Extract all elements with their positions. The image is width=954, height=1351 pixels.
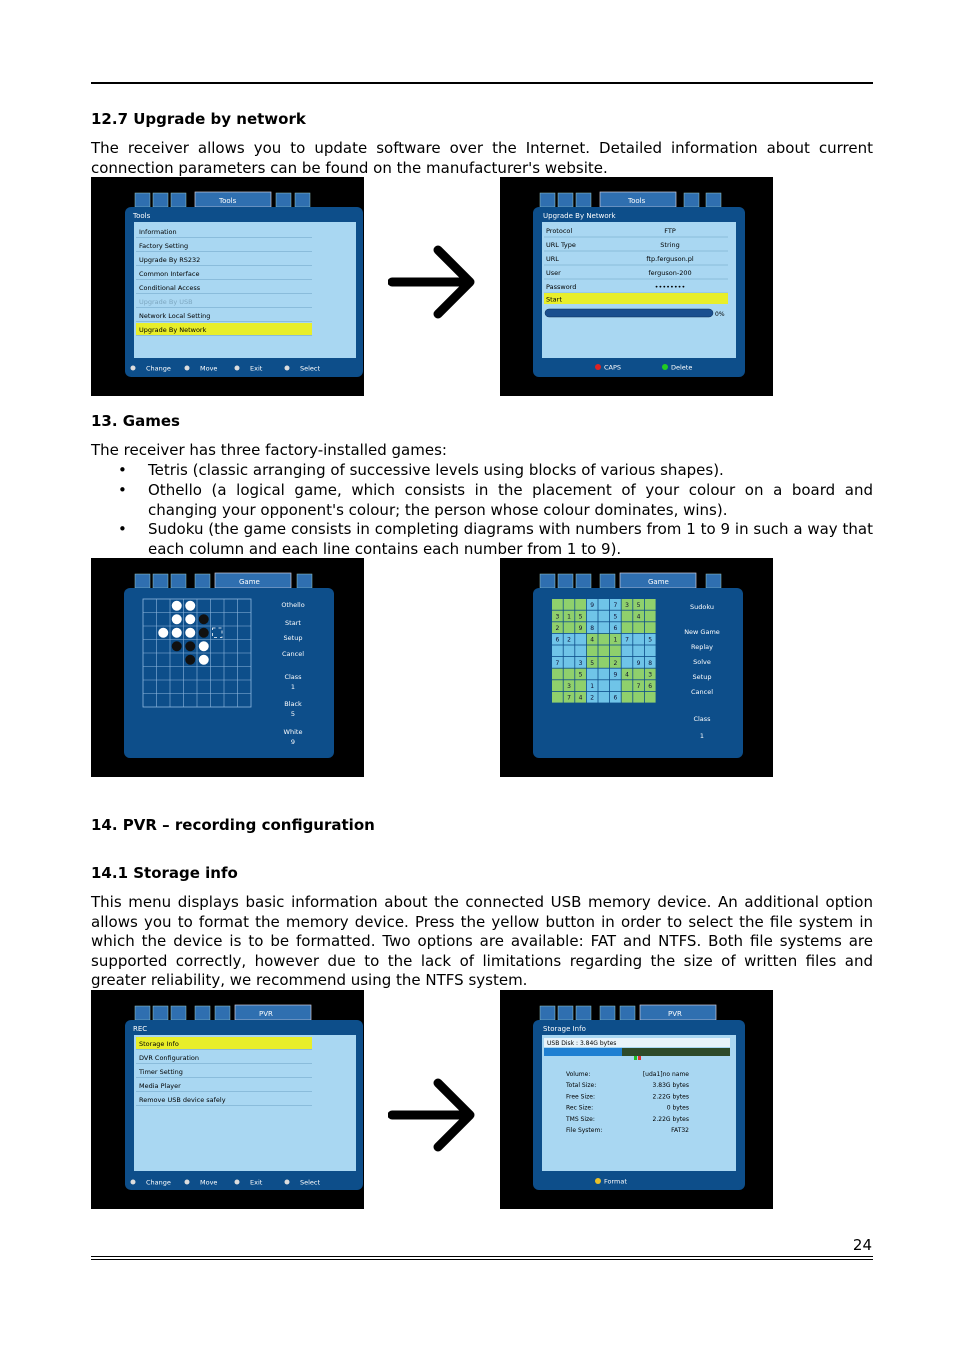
- menu-item[interactable]: Network Local Setting: [139, 312, 211, 320]
- game-menu-item[interactable]: 1: [699, 732, 705, 740]
- sudoku-number: 1: [590, 683, 595, 690]
- othello-disc: [172, 601, 182, 611]
- sudoku-cell[interactable]: [598, 645, 609, 656]
- sudoku-cell[interactable]: [622, 645, 633, 656]
- bullet-tetris: • Tetris (classic arranging of successive levels using blocks of various shapes).: [148, 461, 873, 481]
- setting-value[interactable]: FTP: [664, 227, 676, 235]
- sudoku-cell[interactable]: [564, 622, 575, 633]
- menu-item[interactable]: Information: [139, 228, 177, 236]
- upgrade-network-screenshot: [500, 177, 773, 396]
- sudoku-number: 7: [555, 659, 560, 667]
- othello-disc: [172, 614, 182, 624]
- setting-label: URL Type: [546, 241, 576, 249]
- sudoku-cell[interactable]: [622, 657, 633, 668]
- othello-disc: [199, 641, 209, 651]
- sudoku-number: 6: [613, 694, 618, 702]
- game-menu-item[interactable]: Setup: [283, 634, 303, 642]
- storage-label: File System:: [566, 1127, 603, 1134]
- sudoku-screenshot: [500, 558, 773, 777]
- game-menu-item[interactable]: Cancel: [690, 688, 714, 696]
- storage-value: FAT32: [671, 1127, 689, 1134]
- tab-label: PVR: [668, 1010, 682, 1018]
- tab-label: Tools: [628, 197, 646, 205]
- sudoku-cell[interactable]: [552, 692, 563, 703]
- usb-disk-label: USB Disk : 3.84G bytes: [547, 1040, 617, 1047]
- section-14-1-body: This menu displays basic information about the connected USB memory device. An additional option allows you to format the memory device. Press the yellow button in order to select the file system in which the device is to be formatted. Two options are available: FAT and NTFS. Both file systems are supported correctly, however due to the lack of limitations regarding the size of written files and greater reliability, we recommend using the NTFS system.: [91, 893, 873, 990]
- sudoku-number: 4: [590, 636, 595, 644]
- sudoku-cell[interactable]: [645, 611, 656, 622]
- game-menu-item[interactable]: Setup: [692, 673, 712, 681]
- game-menu-item[interactable]: Othello: [281, 601, 305, 609]
- menu-item[interactable]: Storage Info: [139, 1040, 179, 1048]
- sudoku-number: 3: [625, 601, 629, 609]
- sudoku-cell[interactable]: [564, 657, 575, 668]
- tab-label: Tools: [219, 197, 237, 205]
- setting-value[interactable]: String: [660, 241, 680, 249]
- menu-item[interactable]: Upgrade By Network: [139, 326, 207, 334]
- othello-disc: [185, 614, 195, 624]
- section-12-7-body: The receiver allows you to update software over the Internet. Detailed information about current connection parameters can be found on the manufacturer's website.: [91, 139, 873, 177]
- menu-item[interactable]: DVR Configuration: [139, 1054, 200, 1062]
- sudoku-number: 7: [625, 636, 629, 644]
- bullet-sudoku: • Sudoku (the game consists in completing diagrams with numbers from 1 to 9 in such a way that each column and each line contains each number from 1 to 9).: [148, 520, 873, 559]
- sudoku-cell[interactable]: [598, 634, 609, 645]
- sudoku-cell[interactable]: [598, 611, 609, 622]
- progress-bar: [545, 309, 713, 317]
- menu-header: Storage Info: [543, 1025, 586, 1033]
- sudoku-cell[interactable]: [645, 645, 656, 656]
- sudoku-cell[interactable]: [564, 669, 575, 680]
- footer-hint: Change: [146, 364, 171, 373]
- bottom-rule-2: [91, 1259, 873, 1260]
- othello-disc: [185, 628, 195, 638]
- menu-item[interactable]: Timer Setting: [139, 1068, 183, 1076]
- sudoku-number: 4: [636, 613, 641, 621]
- setting-value[interactable]: ftp.ferguson.pl: [646, 255, 694, 263]
- menu-header: REC: [133, 1025, 148, 1033]
- game-menu-item[interactable]: 1: [290, 683, 296, 691]
- storage-value: 0 bytes: [666, 1104, 689, 1112]
- othello-disc: [199, 628, 209, 638]
- section-14-title: 14. PVR – recording configuration: [91, 816, 375, 834]
- storage-value: 2.22G bytes: [652, 1115, 689, 1123]
- storage-label: Volume:: [566, 1071, 591, 1078]
- sudoku-cell[interactable]: [645, 599, 656, 610]
- othello-disc: [199, 614, 209, 624]
- othello-disc: [185, 655, 195, 665]
- game-menu-item[interactable]: Replay: [691, 643, 713, 651]
- game-menu-item[interactable]: Cancel: [281, 650, 305, 658]
- start-item[interactable]: Start: [546, 295, 562, 304]
- page-number: 24: [852, 1236, 872, 1254]
- menu-item[interactable]: Conditional Access: [139, 284, 201, 292]
- bullet-othello: • Othello (a logical game, which consists in the placement of your colour on a board and changing your opponent's colour; the person whose colour dominates, wins).: [148, 481, 873, 520]
- menu-item[interactable]: Upgrade By RS232: [139, 256, 201, 264]
- sudoku-number: 5: [578, 613, 583, 621]
- sudoku-number: 5: [613, 613, 618, 621]
- sudoku-cell[interactable]: [633, 645, 644, 656]
- setting-value[interactable]: ••••••••: [654, 283, 686, 291]
- othello-disc: [172, 628, 182, 638]
- footer-hint: Select: [300, 1178, 321, 1187]
- sudoku-number: 2: [567, 636, 571, 644]
- sudoku-cell[interactable]: [598, 692, 609, 703]
- footer-hint: Select: [300, 364, 321, 373]
- section-12-7-title: 12.7 Upgrade by network: [91, 110, 306, 128]
- setting-label: URL: [546, 255, 559, 263]
- sudoku-cell[interactable]: [552, 669, 563, 680]
- storage-label: TMS Size:: [566, 1115, 595, 1123]
- sudoku-number: 3: [555, 613, 560, 621]
- sudoku-number: 6: [555, 636, 560, 644]
- sudoku-number: 3: [578, 659, 583, 667]
- storage-info-screenshot: [500, 990, 773, 1209]
- menu-header: Tools: [133, 212, 151, 220]
- delete-button[interactable]: Delete: [671, 363, 693, 372]
- sudoku-cell[interactable]: [633, 692, 644, 703]
- arrow-right-icon: [388, 244, 478, 320]
- sudoku-number: 7: [613, 601, 618, 609]
- footer-hint: Move: [200, 1178, 218, 1187]
- games-intro: The receiver has three factory-installed games:: [91, 441, 447, 459]
- footer-hint: Change: [146, 1178, 171, 1187]
- game-menu-item[interactable]: Black: [284, 700, 302, 708]
- sudoku-cell[interactable]: [575, 680, 586, 691]
- sudoku-cell[interactable]: [587, 611, 598, 622]
- sudoku-cell[interactable]: [552, 645, 563, 656]
- arrow-right-icon: [388, 1077, 478, 1153]
- game-menu-item[interactable]: Class: [284, 673, 302, 681]
- setting-label: Password: [546, 283, 577, 291]
- sudoku-number: 6: [648, 683, 653, 690]
- game-menu-item[interactable]: 9: [290, 738, 296, 746]
- sudoku-cell[interactable]: [645, 622, 656, 633]
- sudoku-cell[interactable]: [610, 645, 621, 656]
- footer-hint: Exit: [250, 1178, 263, 1187]
- sudoku-cell[interactable]: [622, 692, 633, 703]
- sudoku-cell[interactable]: [587, 645, 598, 656]
- sudoku-cell[interactable]: [575, 634, 586, 645]
- sudoku-number: 7: [567, 694, 571, 702]
- tab-label: Game: [239, 578, 260, 586]
- game-menu-item[interactable]: New Game: [684, 628, 720, 636]
- sudoku-cell[interactable]: [552, 680, 563, 691]
- tab-label: Game: [648, 578, 669, 586]
- sudoku-number: 9: [590, 601, 595, 609]
- setting-value[interactable]: ferguson-200: [648, 269, 692, 277]
- sudoku-number: 5: [578, 671, 583, 679]
- sudoku-cell[interactable]: [610, 680, 621, 691]
- top-rule: [91, 82, 873, 84]
- sudoku-number: 8: [590, 625, 595, 632]
- storage-value: [uda1]no name: [642, 1071, 689, 1078]
- sudoku-number: 3: [648, 671, 653, 679]
- menu-item[interactable]: Media Player: [139, 1082, 181, 1090]
- sudoku-cell[interactable]: [633, 669, 644, 680]
- sudoku-number: 2: [613, 659, 618, 667]
- sudoku-number: 9: [578, 625, 583, 632]
- sudoku-cell[interactable]: [575, 645, 586, 656]
- sudoku-cell[interactable]: [633, 622, 644, 633]
- sudoku-number: 2: [555, 625, 560, 632]
- menu-item[interactable]: Remove USB device safely: [139, 1096, 226, 1104]
- setting-label: Protocol: [546, 227, 573, 235]
- sudoku-cell[interactable]: [564, 645, 575, 656]
- footer-hint: Move: [200, 364, 218, 373]
- sudoku-number: 4: [578, 694, 583, 702]
- game-menu-item[interactable]: 5: [290, 710, 296, 718]
- sudoku-number: 4: [625, 671, 629, 679]
- storage-label: Rec Size:: [566, 1104, 594, 1112]
- sudoku-number: 6: [613, 625, 618, 632]
- othello-disc: [172, 641, 182, 651]
- section-14-1-title: 14.1 Storage info: [91, 864, 238, 882]
- footer-hint: Exit: [250, 364, 263, 373]
- sudoku-cell[interactable]: [622, 680, 633, 691]
- sudoku-number: 9: [613, 671, 618, 679]
- sudoku-number: 1: [613, 636, 618, 644]
- sudoku-number: 3: [567, 683, 571, 690]
- sudoku-number: 2: [590, 694, 595, 702]
- sudoku-number: 1: [567, 613, 571, 621]
- sudoku-number: 5: [648, 636, 653, 644]
- game-menu-item[interactable]: Solve: [693, 658, 711, 666]
- sudoku-cell[interactable]: [587, 669, 598, 680]
- sudoku-number: 5: [590, 659, 595, 667]
- sudoku-number: 7: [636, 683, 641, 690]
- sudoku-cell[interactable]: [598, 669, 609, 680]
- format-button[interactable]: Format: [604, 1177, 627, 1186]
- game-menu-item[interactable]: Class: [693, 715, 711, 723]
- sudoku-cell[interactable]: [575, 599, 586, 610]
- othello-disc: [199, 655, 209, 665]
- sudoku-number: 9: [636, 659, 641, 667]
- game-menu-item[interactable]: White: [283, 728, 303, 736]
- caps-button[interactable]: CAPS: [604, 363, 622, 372]
- menu-item[interactable]: Common Interface: [139, 270, 200, 278]
- sudoku-cell[interactable]: [598, 680, 609, 691]
- sudoku-cell[interactable]: [622, 611, 633, 622]
- sudoku-cell[interactable]: [598, 622, 609, 633]
- menu-header: Upgrade By Network: [543, 212, 616, 220]
- menu-item[interactable]: Factory Setting: [139, 242, 189, 250]
- game-menu-item[interactable]: Start: [285, 619, 301, 627]
- sudoku-cell[interactable]: [598, 599, 609, 610]
- othello-disc: [158, 628, 168, 638]
- sudoku-cell[interactable]: [564, 599, 575, 610]
- othello-disc: [185, 601, 195, 611]
- sudoku-number: 8: [648, 659, 653, 667]
- storage-value: 2.22G bytes: [652, 1093, 689, 1101]
- progress-text: 0%: [715, 311, 725, 318]
- sudoku-cell[interactable]: [633, 634, 644, 645]
- storage-value: 3.83G bytes: [652, 1082, 689, 1090]
- sudoku-cell[interactable]: [645, 692, 656, 703]
- sudoku-number: 5: [636, 601, 641, 609]
- bottom-rule: [91, 1256, 873, 1257]
- sudoku-cell[interactable]: [598, 657, 609, 668]
- storage-label: Total Size:: [566, 1082, 597, 1090]
- othello-screenshot: [91, 558, 364, 777]
- tab-label: PVR: [259, 1010, 273, 1018]
- menu-item[interactable]: Upgrade By USB: [139, 298, 193, 306]
- game-menu-item[interactable]: Sudoku: [689, 603, 715, 611]
- tab-bar: [135, 192, 310, 207]
- setting-label: User: [546, 269, 561, 277]
- tools-menu-screenshot: [91, 177, 364, 396]
- sudoku-cell[interactable]: [622, 622, 633, 633]
- sudoku-cell[interactable]: [552, 599, 563, 610]
- rec-menu-screenshot: [91, 990, 364, 1209]
- section-13-title: 13. Games: [91, 412, 180, 430]
- othello-disc: [185, 641, 195, 651]
- storage-label: Free Size:: [566, 1093, 595, 1101]
